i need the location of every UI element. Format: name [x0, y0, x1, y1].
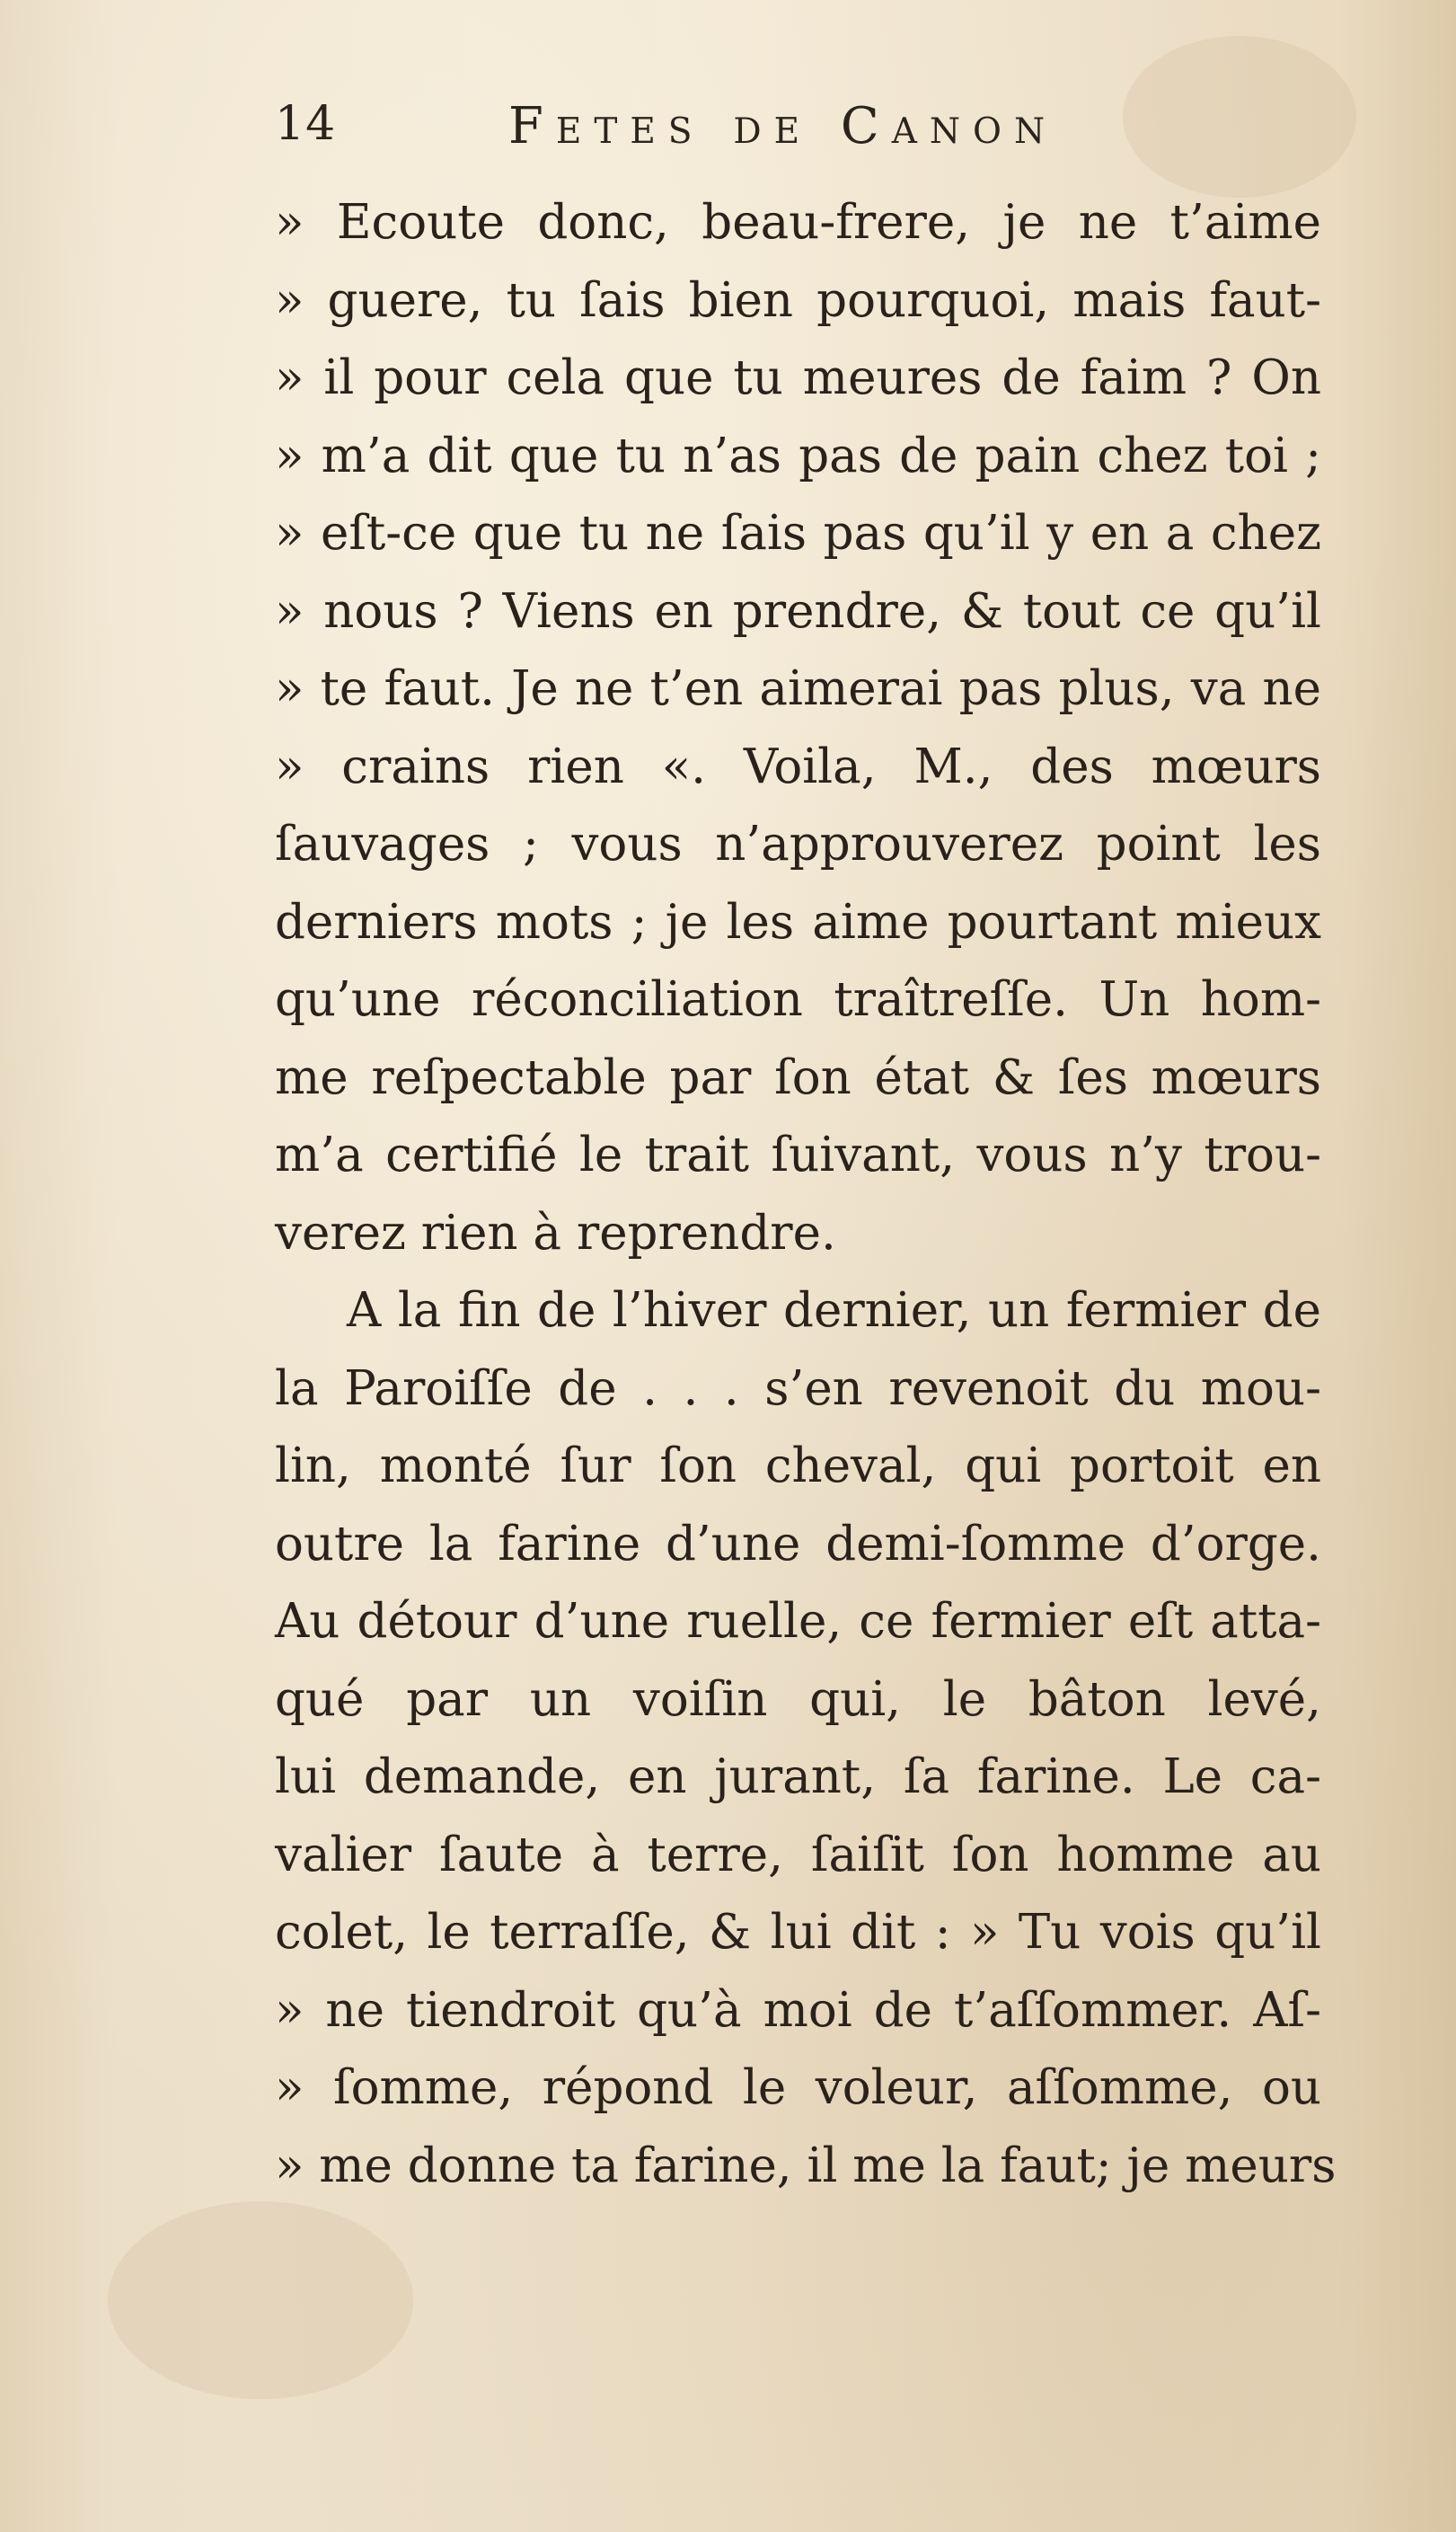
running-title: Fetes de Canon	[508, 97, 1058, 155]
text-line: qu’une réconciliation traîtreſſe. Un hom-	[275, 972, 1321, 1027]
body-text	[275, 184, 1335, 2205]
text-line: » nous ? Viens en prendre, & tout ce qu’il	[275, 583, 1321, 639]
text-line: colet, le terraſſe, & lui dit : » Tu vois qu’il	[275, 1905, 1321, 1960]
paper-stain	[108, 2201, 413, 2399]
text-line: » crains rien «. Voila, M., des mœurs	[275, 739, 1321, 794]
text-line: lin, monté ſur ſon cheval, qui portoit en	[275, 1439, 1321, 1493]
text-line: » guere, tu ſais bien pourquoi, mais faut-	[275, 272, 1321, 328]
text-line: » ſomme, répond le voleur, aſſomme, ou	[275, 2060, 1321, 2115]
text-line: outre la farine d’une demi-ſomme d’orge.	[275, 1516, 1321, 1571]
page-header	[275, 97, 1335, 169]
text-line: qué par un voiſin qui, le bâton levé,	[275, 1671, 1321, 1727]
text-line: la Paroiſſe de . . . s’en revenoit du mou-	[275, 1360, 1321, 1416]
text-line: ſauvages ; vous n’approuverez point les	[275, 817, 1321, 872]
text-line: » te faut. Je ne t’en aimerai pas plus, va ne	[275, 661, 1321, 716]
text-line: » m’a dit que tu n’as pas de pain chez toi ;	[275, 428, 1321, 483]
page-number: 14	[275, 97, 337, 151]
text-line: derniers mots ; je les aime pourtant mieux	[275, 894, 1321, 950]
text-line: verez rien à reprendre.	[275, 1205, 836, 1261]
text-line: m’a certifié le trait ſuivant, vous n’y trou-	[275, 1128, 1321, 1182]
text-line: » ne tiendroit qu’à moi de t’aſſommer. Aſ-	[275, 1982, 1321, 2038]
text-line: » il pour cela que tu meures de faim ? On	[275, 350, 1321, 405]
text-line: lui demande, en jurant, ſa farine. Le ca-	[275, 1749, 1321, 1804]
text-line: Au détour d’une ruelle, ce fermier eſt atta-	[275, 1594, 1321, 1649]
text-line: » Ecoute donc, beau-frere, je ne t’aime	[275, 195, 1321, 250]
text-line: » eſt-ce que tu ne ſais pas qu’il y en a chez	[275, 506, 1321, 561]
text-line: » me donne ta farine, il me la faut; je meurs	[275, 2138, 1337, 2193]
text-line: me reſpectable par ſon état & ſes mœurs	[275, 1049, 1321, 1105]
text-line: A la fin de l’hiver dernier, un fermier de	[347, 1283, 1321, 1338]
text-line: valier ſaute à terre, ſaiſit ſon homme au	[275, 1827, 1321, 1882]
